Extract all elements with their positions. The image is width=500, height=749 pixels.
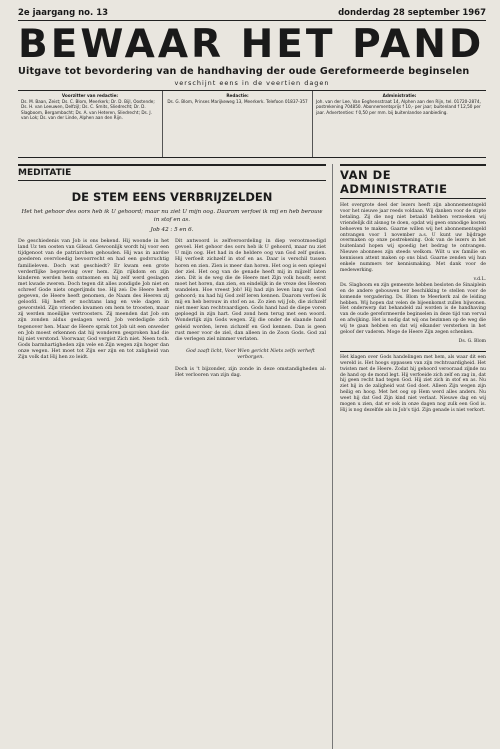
- article-column-2: [175, 239, 326, 379]
- editorial-board: [18, 91, 163, 157]
- editorial-board-text: Ds. M. Baan, Zeist; Ds. C. Blom, Meerkerk; Dr. D. Bijl, Oostende; Ds. H. van Leeuwen, Delfzijl; Ds. C. Smits, Sliedrecht; Dr. D. Slagboom, Bergambacht; Ds. A. van Heteren, Sliedrecht; Ds. J. van Lok; Ds. van der Linde, Alphen aan den Rijn.: [21, 98, 155, 121]
- scripture-citation: Job 42 : 5 en 6.: [150, 227, 194, 234]
- masthead-subtitle: Uitgave tot bevordering van de handhaving der oude Gereformeerde beginselen: [18, 66, 470, 77]
- issue-date: donderdag 28 september 1967: [338, 8, 486, 18]
- psalm-verse: God zaaft licht, Voor Wien gericht Niets zelfs verheft verborgen.: [186, 348, 315, 360]
- admin-signature-2: Ds. G. Blom: [458, 338, 486, 344]
- top-bar: [18, 8, 486, 21]
- administration-text: Joh. van der Lee, Van Eeghensstraat 14, Alphen aan den Rijn, tel. 01720-2874, postrekening 704850. Abonnementsprijs f 10,- per jaar; buitenland f 12,50 per jaar. Advertenties: f 0,50 per mm. bij buitenlandse aanbieding.: [316, 98, 481, 115]
- article-text-3: Doch is 't bijzonder, zijn zonde in deze omstandigheden al: Het verlooren van zijn dag.: [175, 366, 326, 379]
- editorial-info: [18, 90, 486, 158]
- article-columns: [18, 239, 326, 379]
- issue-number: 2e jaargang no. 13: [18, 8, 109, 18]
- administration-body: [340, 203, 486, 345]
- editorial-office-heading: Redactie:: [226, 93, 249, 98]
- admin-paragraph-1: Het overgrote deel der lezers heeft zijn abonnementsgeld voor het nieuwe jaar reeds voldaan. Wij danken voor de stipte betaling. Zij die nog niet betaald hebben verzoeken wij vriendelijk dit alsnog te doen, opdat wij geen onnodige kosten behoeven te maken. Gaarne willen wij het abonnementsgeld ontvangen voor 1 november a.s. U kunt uw bijdrage overmaken op onze postrekening. Ook van de lezers in het buitenland hopen wij spoedig het bedrag te ontvangen. Nieuwe abonnees zijn steeds welkom. Wilt u uw familie en kennissen attent maken op ons blad. Gaarne zenden wij hun enkele nummers ter kennismaking. Met dank voor de medewerking.: [340, 203, 486, 273]
- meditation-header: MEDITATIE: [18, 164, 326, 181]
- article-text-1: De geschiedenis van Job is ons bekend. Hij woonde in het land Uz ten oosten van Gilead. Gewoonlijk wordt hij voor een tijdgenoot van de patriarchen gehouden. Hij was in aardse goederen overvloedig bevoorrecht en had een godvruchtig familieleven. Doch wat geschiedt? Er kwam een grote verderflijke beproeving over hem. Zijn rijkdom en zijn kinderen werden hem ontnomen en hij zelf werd geslagen met kwade zweren. Doch tegen dit alles zondigde Job niet en schreef Gode niets ongerijmds toe. Hij zei: De Heere heeft gegeven, de Heere heeft genomen, de Naam des Heeren zij geloofd. Hij heeft er nochtans lang en vele dagen in geworsteld. Zijn vrienden kwamen om hem te troosten, maar zij werden moeilijke vertroosters. Zij meenden dat Job om zijn zonden aldus geslagen werd. Job verdedigde zich tegenover hen. Maar de Heere sprak tot Job uit een onweder en Job moest erkennen dat hij wonderen gesproken had die hij niet verstond. Voorwaar, God vergist Zich niet. Neen toch. Gods barmhartigheden zijn vele en Zijn wegen zijn hoger dan onze wegen. Het moet tot Zijn eer zijn en tot zaligheid van Zijn volk dat Hij hen zo leidt.: [18, 239, 169, 360]
- editorial-office-text: Ds. G. Blom, Prinses Marijkeweg 13, Meerkerk. Telefoon 01837-357: [167, 98, 308, 104]
- admin-signature-1: v.d.L.: [473, 276, 486, 282]
- article-text-2: Dit antwoord is zelfveroordeling in diep verootmoedigd gevoel. Het gehoor des oors heb ik U gehoord, maar nu ziet U mijn oog. Het had in de heldere oog van God zelf gezien. Hij verfoeit zichzelf in stof en as. Daar is verschil tussen horen en zien. Zien is meer dan horen. Het oog is een spiegel der ziel. Het oog van de genade heeft mij in mijzelf laten zien. Dit is de weg die de Heere met Zijn volk houdt; eerst moet het horen, dan zien, en eindelijk in de vreze des Heeren wandelen. Hoe vreest Job! Hij had zijn leven lang van God gehoord; nu had hij God zelf leren kennen. Daarom verfoei ik mij en heb berouw in stof en as. Zo zien wij Job, die zichzelf niet meer kan rechtvaardigen. Gods hand had de diepe voren geploegd in zijn hart. God zond hem terug met een woord. Wonderlijk zijn Gods wegen. Zij die onder de slaande hand geleid worden, leren zichzelf en God kennen. Dan is geen rust meer voor de ziel, dan alleen in de Zoon Gods. God zal die verlegen ziel nimmer verlaten.: [175, 239, 326, 342]
- editorial-office: [163, 91, 313, 157]
- publication-frequency: verschijnt eens in de veertien dagen: [174, 79, 330, 87]
- editorial-board-heading: Voorzitter van redactie:: [61, 93, 119, 98]
- meditation-section: [18, 164, 333, 749]
- article-title: DE STEM EENS VERBRIJZELDEN: [71, 190, 273, 204]
- meditation-continuation: [340, 351, 486, 414]
- administration-heading: Administratie:: [382, 93, 417, 98]
- article-column-1: [18, 239, 169, 379]
- administration-info: [313, 91, 486, 157]
- masthead-title: BEWAAR HET PAND: [18, 22, 485, 67]
- continuation-paragraph: Het klagen over Gods handelingen met hem, als waar dit een wereld is. Het hoogs oppassen van zijn rechtvaardigheid. Het twisten met de Heere. Zodat hij gehoord verooraad zijnde nu de hand op de mond legt. Hij verfoeide zich zelf en zag in, dat hij geen recht had tegen God. Hij ziet zich in stof en as. Nu ziet hij in de zaligheid wat God doet. Alleen Zijn wegen zijn heilig en hoog. Met het oog op Hem werd alles anders. Nu weet hij dat God Zijn kind niet verlaat. Nieuwe dag en wij mogen u zien, dat er ook in onze dagen nog zulk een God is. Hij is nog dezelfde als in Job's tijd. Zijn genade is niet verkort.: [340, 354, 486, 413]
- scripture-quote: Het het gehoor des oors heb ik U gehoord; maar nu ziet U mijn oog. Daarom verfoei ik mij en heb berouw in stof en as.: [21, 209, 323, 223]
- main-content: [18, 164, 486, 749]
- administration-section: [333, 164, 486, 749]
- administration-header: VAN DE ADMINISTRATIE: [340, 164, 486, 199]
- admin-paragraph-2: Ds. Slagboom en zijn gemeente hebben besloten de Sinaiplein en de andere gebouwen ter beschikking te stellen voor de komende vergadering. Ds. Blom te Meerkerk zal de leiding hebben. Wij hopen dat velen de bijeenkomst zullen bijwonen. Het onderwerp dat behandeld zal worden is de handhaving van de oude gereformeerde beginselen in deze tijd van verval en afwijking. Het is nodig dat wij ons bezinnen op de weg die wij te gaan hebben en dat wij elkander versterken in het geloof der vaderen. Moge de Heere Zijn zegen schenken.: [340, 282, 486, 336]
